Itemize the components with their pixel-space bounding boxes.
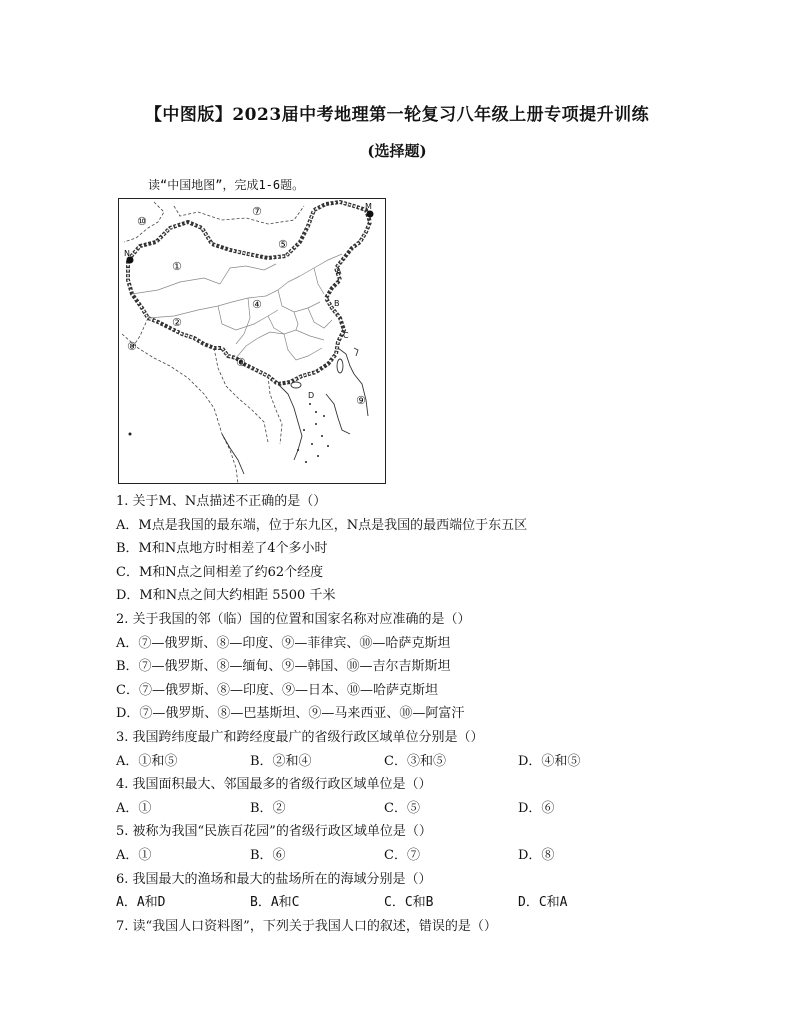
question-6-option-b: B．A和C bbox=[250, 895, 300, 911]
map-label-c: C bbox=[343, 331, 349, 340]
map-label-4: ④ bbox=[252, 298, 262, 311]
point-m-marker bbox=[367, 211, 374, 218]
question-4-option-d: D．⑥ bbox=[518, 800, 555, 816]
question-4-option-b: B．② bbox=[250, 800, 286, 816]
question-4-stem: 4. 我国面积最大、邻国最多的省级行政区域单位是（） bbox=[116, 777, 432, 793]
map-label-1: ① bbox=[172, 260, 182, 273]
map-intro-text: 读“中国地图”，完成1-6题。 bbox=[148, 178, 305, 192]
question-3-option-b: B．②和④ bbox=[250, 753, 312, 769]
map-label-8: ⑧ bbox=[127, 340, 137, 353]
question-3-stem: 3. 我国跨纬度最广和跨经度最广的省级行政区域单位分别是（） bbox=[116, 729, 484, 745]
question-2-option-a: A．⑦—俄罗斯、⑧—印度、⑨—菲律宾、⑩—哈萨克斯坦 bbox=[116, 635, 451, 651]
question-6-option-a: A．A和D bbox=[116, 895, 166, 911]
question-2-option-d: D．⑦—俄罗斯、⑧—巴基斯坦、⑨—马来西亚、⑩—阿富汗 bbox=[116, 706, 465, 722]
map-label-a: A bbox=[336, 267, 342, 276]
question-5-option-c: C．⑦ bbox=[384, 847, 420, 863]
question-3-option-c: C．③和⑤ bbox=[384, 753, 446, 769]
question-2-stem: 2. 关于我国的邻（临）国的位置和国家名称对应准确的是（） bbox=[116, 611, 471, 627]
map-label-n: N bbox=[124, 249, 130, 258]
question-5-option-b: B．⑥ bbox=[250, 847, 286, 863]
question-5-option-d: D．⑧ bbox=[518, 847, 555, 863]
question-5-option-a: A．① bbox=[116, 847, 152, 863]
map-label-6: ⑥ bbox=[236, 356, 246, 369]
question-6-stem: 6. 我国最大的渔场和最大的盐场所在的海域分别是（） bbox=[116, 871, 432, 887]
map-label-10: ⑩ bbox=[137, 215, 147, 228]
question-3-options bbox=[116, 750, 716, 774]
question-6-options bbox=[116, 891, 716, 915]
map-label-7: ⑦ bbox=[252, 205, 262, 218]
question-6-option-c: C．C和B bbox=[384, 895, 434, 911]
question-7-stem: 7. 读“我国人口资料图”，下列关于我国人口的叙述，错误的是（） bbox=[116, 918, 497, 934]
question-5-stem: 5. 被称为我国“民族百花园”的省级行政区域单位是（） bbox=[116, 824, 432, 840]
document-title: 【中图版】2023届中考地理第一轮复习八年级上册专项提升训练 bbox=[144, 105, 650, 125]
question-1-option-a: A．M点是我国的最东端，位于东九区，N点是我国的最西端位于东五区 bbox=[116, 517, 528, 533]
question-2-option-b: B．⑦—俄罗斯、⑧—缅甸、⑨—韩国、⑩—吉尔吉斯斯坦 bbox=[116, 659, 451, 675]
china-map-figure bbox=[118, 198, 386, 484]
map-label-9: ⑨ bbox=[356, 394, 366, 407]
question-1-option-c: C．M和N点之间相差了约62个经度 bbox=[116, 564, 324, 580]
question-1-option-d: D．M和N点之间大约相距 5500 千米 bbox=[116, 588, 336, 604]
map-label-5: ⑤ bbox=[278, 238, 288, 251]
document-subtitle: (选择题) bbox=[367, 142, 427, 160]
question-3-option-a: A．①和⑤ bbox=[116, 753, 178, 769]
map-label-2: ② bbox=[172, 316, 182, 329]
question-1-stem: 1. 关于M、N点描述不正确的是（） bbox=[116, 494, 327, 509]
map-label-d: D bbox=[308, 391, 315, 400]
question-list bbox=[116, 490, 716, 938]
question-1-option-b: B．M和N点地方时相差了4个多小时 bbox=[116, 541, 328, 557]
question-2-option-c: C．⑦—俄罗斯、⑧—印度、⑨—日本、⑩—哈萨克斯坦 bbox=[116, 682, 438, 698]
question-4-option-c: C．⑤ bbox=[384, 800, 420, 816]
question-4-options bbox=[116, 797, 716, 821]
question-3-option-d: D．④和⑤ bbox=[518, 753, 581, 769]
question-5-options bbox=[116, 844, 716, 868]
question-4-option-a: A．① bbox=[116, 800, 152, 816]
question-6-option-d: D．C和A bbox=[518, 895, 568, 911]
map-label-m: M bbox=[365, 202, 372, 211]
map-label-b: B bbox=[334, 299, 340, 308]
